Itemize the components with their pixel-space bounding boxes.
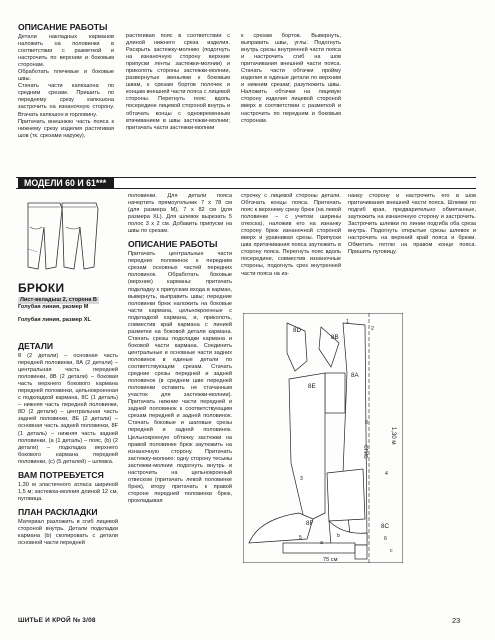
pattern-piece-label: b [337,533,340,539]
pattern-piece-label: 6 [384,536,387,542]
top-col1-para-2: Обработать плечевые и боковые швы. [18,69,114,83]
pattern-piece-label: 8C [381,523,389,530]
magazine-footer: ШИТЬЕ И КРОЙ № 3/08 [18,617,96,624]
left-column [18,341,118,547]
pattern-layout-diagram [243,313,403,563]
pattern-fold-label: СГИБ [362,445,368,459]
need-text: 1,30 м эластичного атласа шириной 1,5 м; застежка-молния длиной 12 см, пуговица. [18,481,118,502]
col4-bottom-text: нанку сторону и настрочить его в шов притачивания внешней части пояса. Шлевки по подгиб края, предварительно обметанные, заутюжить на изнаночную сторону и застрочить. Застрочить шлевки по линии подгиба оба среза внутрь. Подогнуть открытые срезы шлевок и настрочить на верхний край пояса и брюки. Обметать петлю на правом конце пояса. Пришить пуговицу. [348,193,476,256]
line-size-m: Голубая линия, размер M [18,304,89,310]
top-column-3 [241,33,341,125]
pattern-piece-label: 5 [299,535,302,541]
pattern-piece-label: 3 [300,476,303,482]
pattern-piece-label: 8B [331,334,339,341]
top-col3-text: к срезам бортов. Вывернуть, выправить швы, углы. Подогнуть внутрь срезы внутренней части пояса и настрочить сгиб на шов притачивания внешней части пояса. Стачать части обтачки пройму изделия в единые детали по верхним и нижним срезам; разутюжить швы. Наложить обтачки на лицевую сторону изделия лицевой стороной вверх в соответствии с разметкой и настрочить по передним и боковым сторонам. [241,33,341,124]
model-band-title: МОДЕЛИ 60 И 61*** [18,177,114,189]
pattern-length-label: 1,30 м [390,427,396,445]
pattern-piece-label: 8D [293,327,301,334]
column-3-bottom [241,193,341,278]
pattern-piece-label: 8E [308,383,316,390]
model-title: БРЮКИ [18,281,65,295]
page-number: 23 [452,616,461,625]
col3-bottom-text: строчку с лицевой стороны детали. Обтачать концы пояса. Притачать пояс к верхнему срезу брюк (на левой половинке – с учетом ширины откоска), наложив его на изнанку сторону брюк изнаночной стороной вверх и уравнивая срезы. Припуски шва притачивания пояса заутюжить в сторону пояса. Перегнуть пояс вдоль посередине, совместив изнаночные стороны, подогнуть срез внутренней части пояса на из- [241,193,341,277]
top-column-2 [126,33,230,132]
sheet-reference: Лист-вкладыш 2, сторона В [20,297,97,303]
pattern-piece-label: c [390,548,393,554]
plan-text: Материал разложить в сгиб лицевой стороной внутрь. Детали подкладки кармана (b) скопировать с детали основной части передней [18,518,118,547]
pattern-piece-label: 8A [351,372,359,379]
pattern-piece-label: 8F [306,520,314,527]
model-meta [18,297,114,324]
trousers-illustration [16,197,110,274]
pattern-width-label: 75 см [323,557,338,563]
line-size-xl: Голубая линия, размер XL [18,317,91,323]
top-col2-text: растягивая пояс в соответствии с длиной нижнего среза изделия. Раскрыть застежку-молнию (подогнуть на изнаночную сторону верхние припуски ленты застежки-молнии) и приколоть стороны застежки-молнии, развернутые звеньями к боковым швам, к срезам бортов полочек и концам внешней части пояса с лицевой стороны. Перегнуть пояс вдоль посередине лицевой стороной внутрь и обтачать концы с одновременным втачиванием в швы застежки-молнии; притачать части застежки-молнии [126,33,230,131]
pattern-piece-label: 1 [346,319,349,325]
details-text: 8 (2 детали) – основная часть передней половинки, 8А (2 детали) – центральная часть передней половинки, 8В (2 детали) – боковая часть верхнего бокового кармана передней половинки, цельнокроенная с подкладкой кармана, 8С (1 деталь) – нижняя часть передней половинки, 8D (2 детали) – центральная часть задней половинки, 8Е (2 детали) – основная часть задней половинки, 8F (1 деталь) – нижняя часть задней половинки, (а (1 деталь) – пояс, (b) (2 детали) – подкладка верхнего бокового кармана передней половинки, (с) (5 деталей) – шлевка. [18,353,118,465]
pattern-piece-label: a [320,540,323,546]
pattern-piece-label: 8 [365,420,368,426]
pattern-piece-label: 4 [385,471,388,477]
mid-text-1: половинки. Для детали пояса начертить прямоугольник 7 х 78 см (для размера M), 7 х 82 см (для размера XL). Для шлевок вырезать 5 полос 3 х 2 см. Добавить припуски на швы по срезам. [128,193,232,235]
model-band [16,177,476,189]
mid-text-2: Притачать центральные части передних половинок к передним срезам основных частей передних половинок. Обработать боковые (верхние) карманы: притачать подкладку к припускам входа в карман, вывернуть, выправить швы; передние половинки брюк наложить на боковые части кармана, цельнокроенные с подкладкой кармана, и, приколоть, совместив край кармана с линией разметки на боковой детали кармана. Стачать срезы подкладки кармана и боковой части кармана. Соединить центральные и основные части задних половинок в единые детали по соответствующим срезам. Стачать средние срезы передней и задней половинок (в среднем шве передней половинки оставить не стачанным участок для застежки-молнии). Притачать нижние части передней и задней половинок к соответствующим срезам передней и задней половинок. Стачать боковые и шаговые срезы передней и задней половинок. Цельнокроеную обтачку застежки на правой половинке брюк заутюжить на изнаночную сторону. Притачать застежку-молнию: одну сторону тесьмы застежки-молнии подогнуть внутрь и настрочить на цельнокроеный отвеском (притачать левой половинке брюк), втору притачать к правой стороне передней половинки брюк, прокладывая [128,251,232,504]
need-heading: ВАМ ПОТРЕБУЕТСЯ [18,469,104,480]
plan-heading: ПЛАН РАСКЛАДКИ [18,506,98,517]
top-col1-para-1: Детали накладных карманов наложить на половинки в соответствии с разметкой и настрочить по верхним и боковым сторонам. [18,34,114,69]
details-heading: ДЕТАЛИ [18,341,54,351]
top-col1-heading: ОПИСАНИЕ РАБОТЫ [18,22,108,32]
pattern-piece-label: 2 [371,326,374,332]
mid-heading: ОПИСАНИЕ РАБОТЫ [128,239,218,250]
top-column-1 [18,22,114,140]
top-col1-para-4: Притачать внешнюю часть пояса к нижнему срезу изделия растягивая шов (тк. срезами наружу), [18,118,114,139]
top-col1-para-3: Стачать части капюшона по средним срезам. Пришить по переднему срезу капюшона застрочить на изнаночную сторону. Втачать капюшон в горловину. [18,83,114,118]
middle-column [128,193,232,505]
column-4-bottom [348,193,476,256]
